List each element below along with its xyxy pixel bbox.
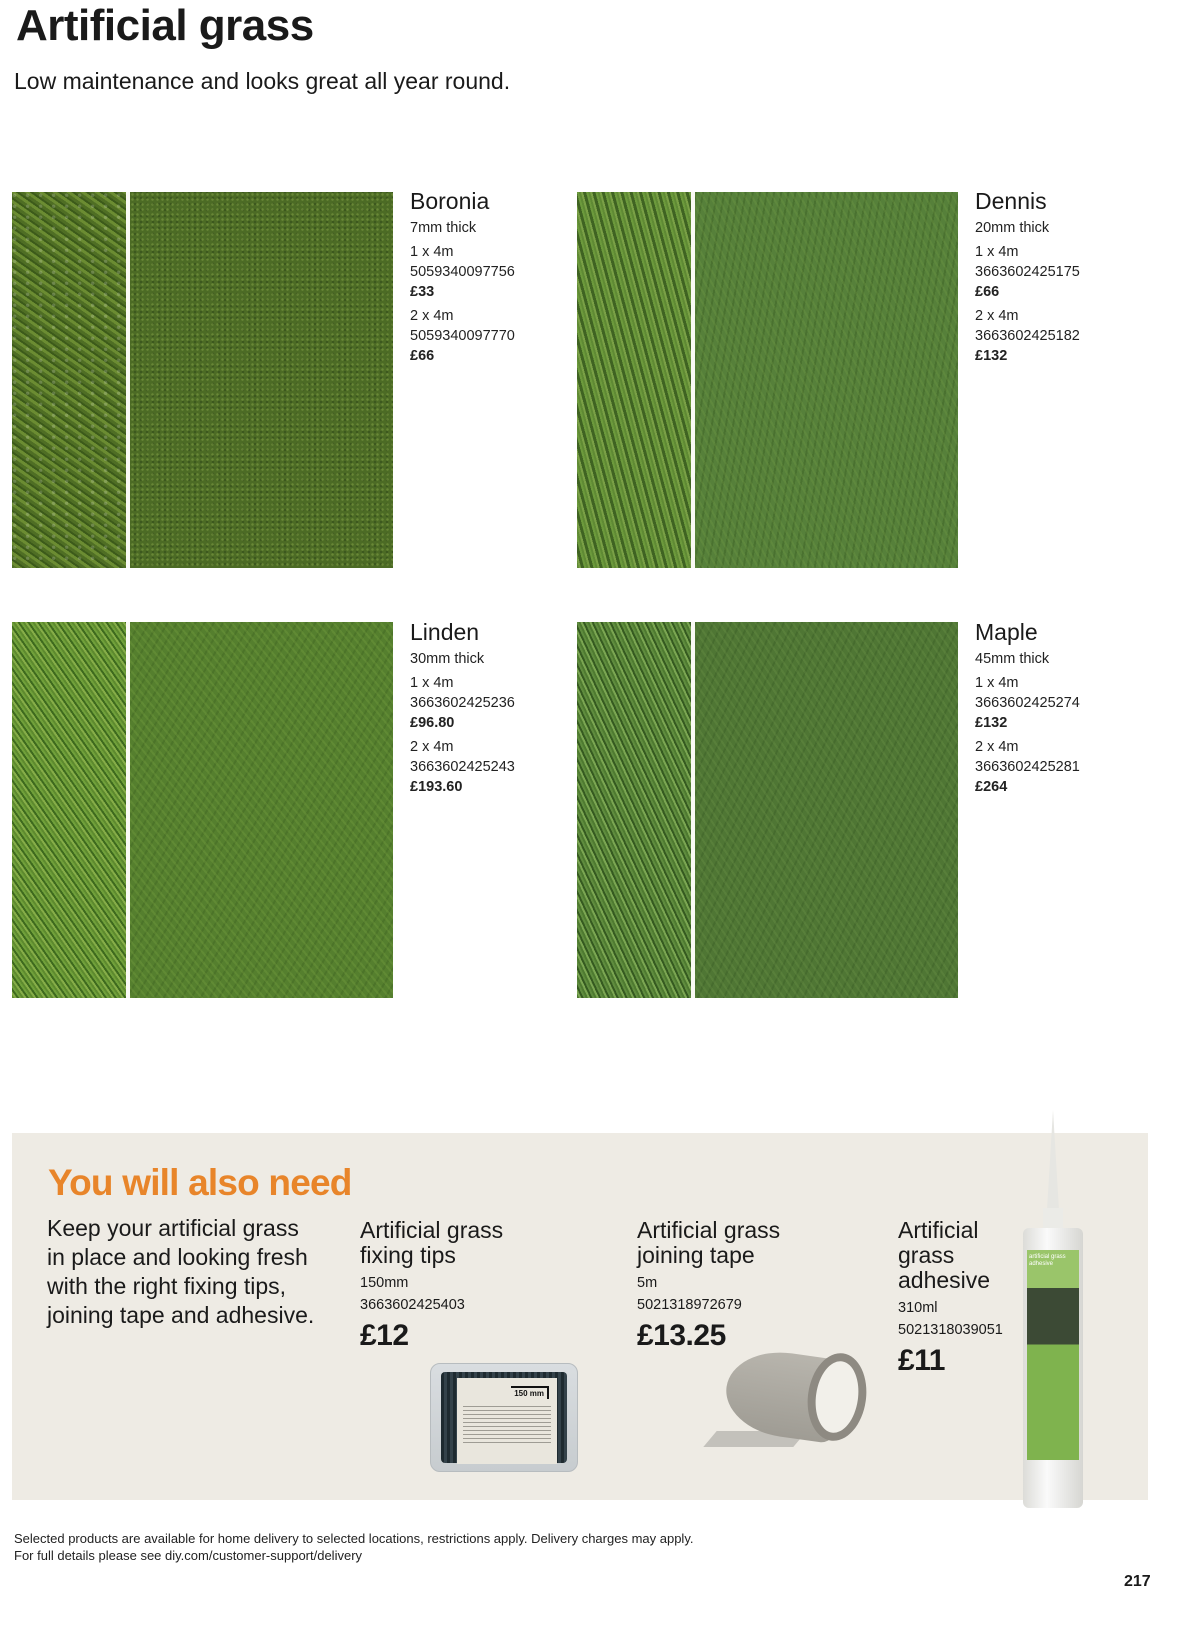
variant-size: 1 x 4m [975, 675, 1019, 691]
adhesive-tube-image [1023, 1110, 1083, 1510]
accessory-code: 5021318039051 [898, 1322, 1003, 1338]
product-thickness: 30mm thick [410, 651, 485, 667]
variant-code: 3663602425243 [410, 759, 515, 775]
product-info-boronia [410, 186, 515, 366]
accessory-spec: 5m [637, 1275, 658, 1291]
accessory-adhesive [898, 1218, 1016, 1379]
accessory-fixing-tips [360, 1218, 560, 1354]
product-info-maple [975, 617, 1080, 797]
accessory-spec: 150mm [360, 1275, 409, 1291]
product-name: Dennis [975, 188, 1047, 214]
maple-closeup-image [577, 622, 691, 998]
variant-code: 3663602425281 [975, 759, 1080, 775]
variant-price: £193.60 [410, 779, 463, 795]
accessory-code: 5021318972679 [637, 1297, 742, 1313]
dennis-closeup-image [577, 192, 691, 568]
maple-grass-image [577, 622, 958, 998]
accessory-name: Artificial grass fixing tips [360, 1217, 504, 1268]
product-thickness: 20mm thick [975, 220, 1050, 236]
variant-price: £96.80 [410, 715, 455, 731]
variant-price: £132 [975, 715, 1008, 731]
variant-size: 1 x 4m [975, 244, 1019, 260]
variant-code: 3663602425175 [975, 264, 1080, 280]
page-subtitle: Low maintenance and looks great all year round. [14, 68, 511, 94]
fixing-tips-size-label: 150 mm [511, 1386, 549, 1399]
variant-code: 3663602425274 [975, 695, 1080, 711]
variant-size: 2 x 4m [410, 308, 454, 324]
variant-code: 5059340097756 [410, 264, 515, 280]
variant-price: £132 [975, 348, 1008, 364]
variant-price: £66 [410, 348, 435, 364]
product-thickness: 7mm thick [410, 220, 477, 236]
product-info-linden [410, 617, 515, 797]
variant-code: 3663602425182 [975, 328, 1080, 344]
accessory-price: £13.25 [637, 1319, 726, 1352]
linden-closeup-image [12, 622, 126, 998]
joining-tape-image [718, 1345, 868, 1445]
delivery-note [14, 1530, 693, 1564]
dennis-wide-image [695, 192, 958, 568]
accessory-price: £11 [898, 1344, 945, 1377]
variant-size: 2 x 4m [975, 739, 1019, 755]
variant-size: 1 x 4m [410, 675, 454, 691]
variant-price: £33 [410, 284, 435, 300]
also-need-title: You will also need [48, 1162, 352, 1203]
linden-wide-image [130, 622, 393, 998]
product-thickness: 45mm thick [975, 651, 1050, 667]
delivery-note-line2: For full details please see diy.com/customer-support/delivery [14, 1548, 363, 1563]
accessory-name: Artificial grass joining tape [637, 1217, 781, 1268]
product-name: Linden [410, 619, 480, 645]
accessory-price: £12 [360, 1319, 409, 1352]
page-number: 217 [1124, 1573, 1151, 1590]
product-name: Maple [975, 619, 1038, 645]
variant-code: 3663602425236 [410, 695, 515, 711]
variant-size: 1 x 4m [410, 244, 454, 260]
fixing-tips-image [430, 1363, 578, 1472]
product-info-dennis [975, 186, 1080, 366]
dennis-grass-image [577, 192, 958, 568]
boronia-closeup-image [12, 192, 126, 568]
maple-wide-image [695, 622, 958, 998]
boronia-grass-image [12, 192, 393, 568]
variant-code: 5059340097770 [410, 328, 515, 344]
boronia-wide-image [130, 192, 393, 568]
variant-size: 2 x 4m [975, 308, 1019, 324]
product-name: Boronia [410, 188, 490, 214]
adhesive-tube-label: artificial grass adhesive [1029, 1254, 1066, 1267]
accessory-joining-tape [637, 1218, 837, 1354]
delivery-note-line1: Selected products are available for home delivery to selected locations, restrictions apply. Delivery charges may apply. [14, 1531, 694, 1546]
accessory-code: 3663602425403 [360, 1297, 465, 1313]
accessory-name: Artificial grass adhesive [898, 1217, 991, 1293]
page-title: Artificial grass [16, 1, 314, 50]
variant-size: 2 x 4m [410, 739, 454, 755]
variant-price: £66 [975, 284, 1000, 300]
variant-price: £264 [975, 779, 1008, 795]
accessory-spec: 310ml [898, 1300, 938, 1316]
linden-grass-image [12, 622, 393, 998]
also-need-intro: Keep your artificial grass in place and looking fresh with the right fixing tips, joining tape and adhesive. [47, 1215, 315, 1328]
